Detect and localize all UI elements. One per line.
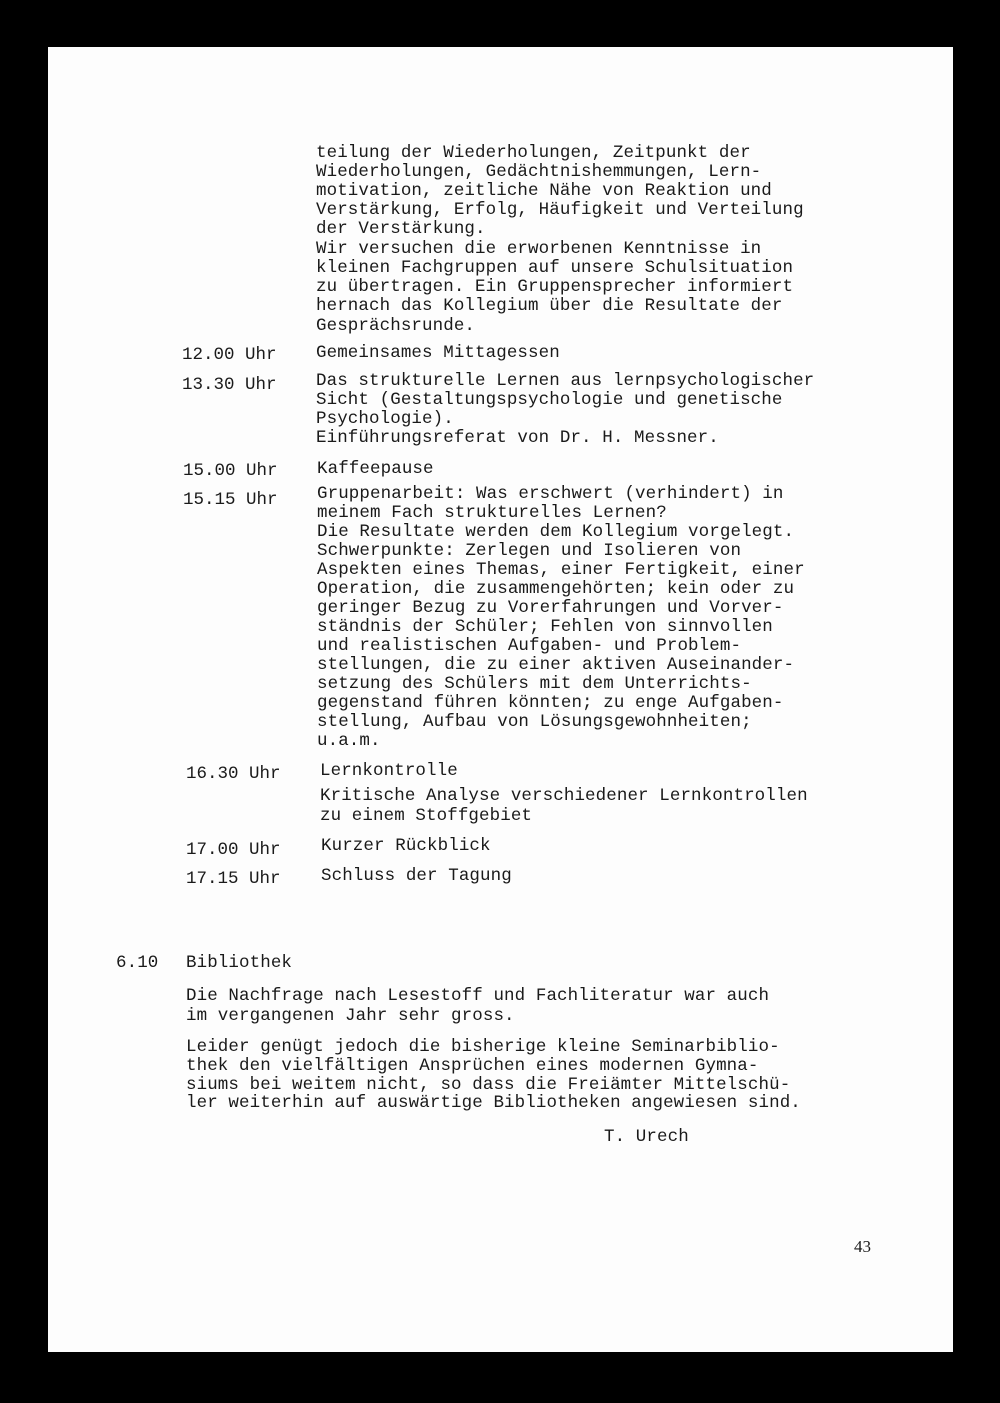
intro-line: der Verstärkung. xyxy=(316,219,486,239)
section-paragraph-line: Die Nachfrage nach Lesestoff und Fachliteratur war auch xyxy=(186,986,770,1006)
schedule-text: Kurzer Rückblick xyxy=(321,836,491,856)
schedule-text: Das strukturelle Lernen aus lernpsychologischer xyxy=(316,371,815,391)
section-paragraph-line: Leider genügt jedoch die bisherige kleine Seminarbiblio- xyxy=(186,1037,780,1057)
intro-line: kleinen Fachgruppen auf unsere Schulsituation xyxy=(316,258,794,278)
page-number: 43 xyxy=(854,1237,871,1256)
schedule-text: gegenstand führen könnten; zu enge Aufgaben- xyxy=(317,693,784,713)
schedule-text: u.a.m. xyxy=(317,731,381,751)
intro-line: teilung der Wiederholungen, Zeitpunkt der xyxy=(316,143,751,163)
intro-line: zu übertragen. Ein Gruppensprecher informiert xyxy=(316,277,794,297)
intro-line: Wiederholungen, Gedächtnishemmungen, Lern- xyxy=(316,162,762,182)
schedule-text: Einführungsreferat von Dr. H. Messner. xyxy=(316,428,719,448)
schedule-text: stellung, Aufbau von Lösungsgewohnheiten; xyxy=(317,712,752,732)
schedule-text: stellungen, die zu einer aktiven Auseinander- xyxy=(317,655,795,675)
schedule-text: und realistischen Aufgaben- und Problem- xyxy=(317,636,742,656)
section-paragraph-line: ler weiterhin auf auswärtige Bibliotheken angewiesen sind. xyxy=(186,1093,801,1113)
section-paragraph-line: thek den vielfältigen Ansprüchen eines modernen Gymna- xyxy=(186,1056,759,1076)
schedule-text: Psychologie). xyxy=(316,409,454,429)
schedule-text: meinem Fach strukturelles Lernen? xyxy=(317,503,667,523)
schedule-time: 15.15 Uhr xyxy=(183,490,278,510)
document-page xyxy=(48,47,953,1352)
schedule-text: Lernkontrolle xyxy=(320,761,458,781)
schedule-text: zu einem Stoffgebiet xyxy=(320,806,533,826)
schedule-text: Schluss der Tagung xyxy=(321,866,512,886)
section-paragraph-line: im vergangenen Jahr sehr gross. xyxy=(186,1006,515,1026)
intro-line: Wir versuchen die erworbenen Kenntnisse in xyxy=(316,239,762,259)
schedule-time: 16.30 Uhr xyxy=(186,764,281,784)
schedule-text: Die Resultate werden dem Kollegium vorgelegt. xyxy=(317,522,795,542)
schedule-text: Sicht (Gestaltungspsychologie und genetische xyxy=(316,390,783,410)
schedule-text: Gruppenarbeit: Was erschwert (verhindert) in xyxy=(317,484,784,504)
schedule-time: 17.15 Uhr xyxy=(186,869,281,889)
intro-line: motivation, zeitliche Nähe von Reaktion und xyxy=(316,181,772,201)
section-title: Bibliothek xyxy=(186,953,293,973)
schedule-time: 17.00 Uhr xyxy=(186,840,281,860)
schedule-text: ständnis der Schüler; Fehlen von sinnvollen xyxy=(317,617,773,637)
section-paragraph-line: siums bei weitem nicht, so dass die Freiämter Mittelschü- xyxy=(186,1075,791,1095)
schedule-time: 12.00 Uhr xyxy=(182,345,277,365)
schedule-time: 15.00 Uhr xyxy=(183,461,278,481)
section-number: 6.10 xyxy=(116,953,159,973)
schedule-text: Gemeinsames Mittagessen xyxy=(316,343,560,363)
schedule-text: Kritische Analyse verschiedener Lernkontrollen xyxy=(320,786,808,806)
schedule-text: geringer Bezug zu Vorerfahrungen und Vorver- xyxy=(317,598,784,618)
schedule-text: Schwerpunkte: Zerlegen und Isolieren von xyxy=(317,541,742,561)
schedule-text: setzung des Schülers mit dem Unterrichts- xyxy=(317,674,752,694)
intro-line: hernach das Kollegium über die Resultate der xyxy=(316,296,783,316)
signature: T. Urech xyxy=(604,1127,689,1147)
schedule-time: 13.30 Uhr xyxy=(182,375,277,395)
intro-line: Gesprächsrunde. xyxy=(316,316,476,336)
schedule-text: Operation, die zusammengehörten; kein oder zu xyxy=(317,579,795,599)
intro-line: Verstärkung, Erfolg, Häufigkeit und Verteilung xyxy=(316,200,804,220)
schedule-text: Aspekten eines Themas, einer Fertigkeit, einer xyxy=(317,560,805,580)
schedule-text: Kaffeepause xyxy=(317,459,434,479)
